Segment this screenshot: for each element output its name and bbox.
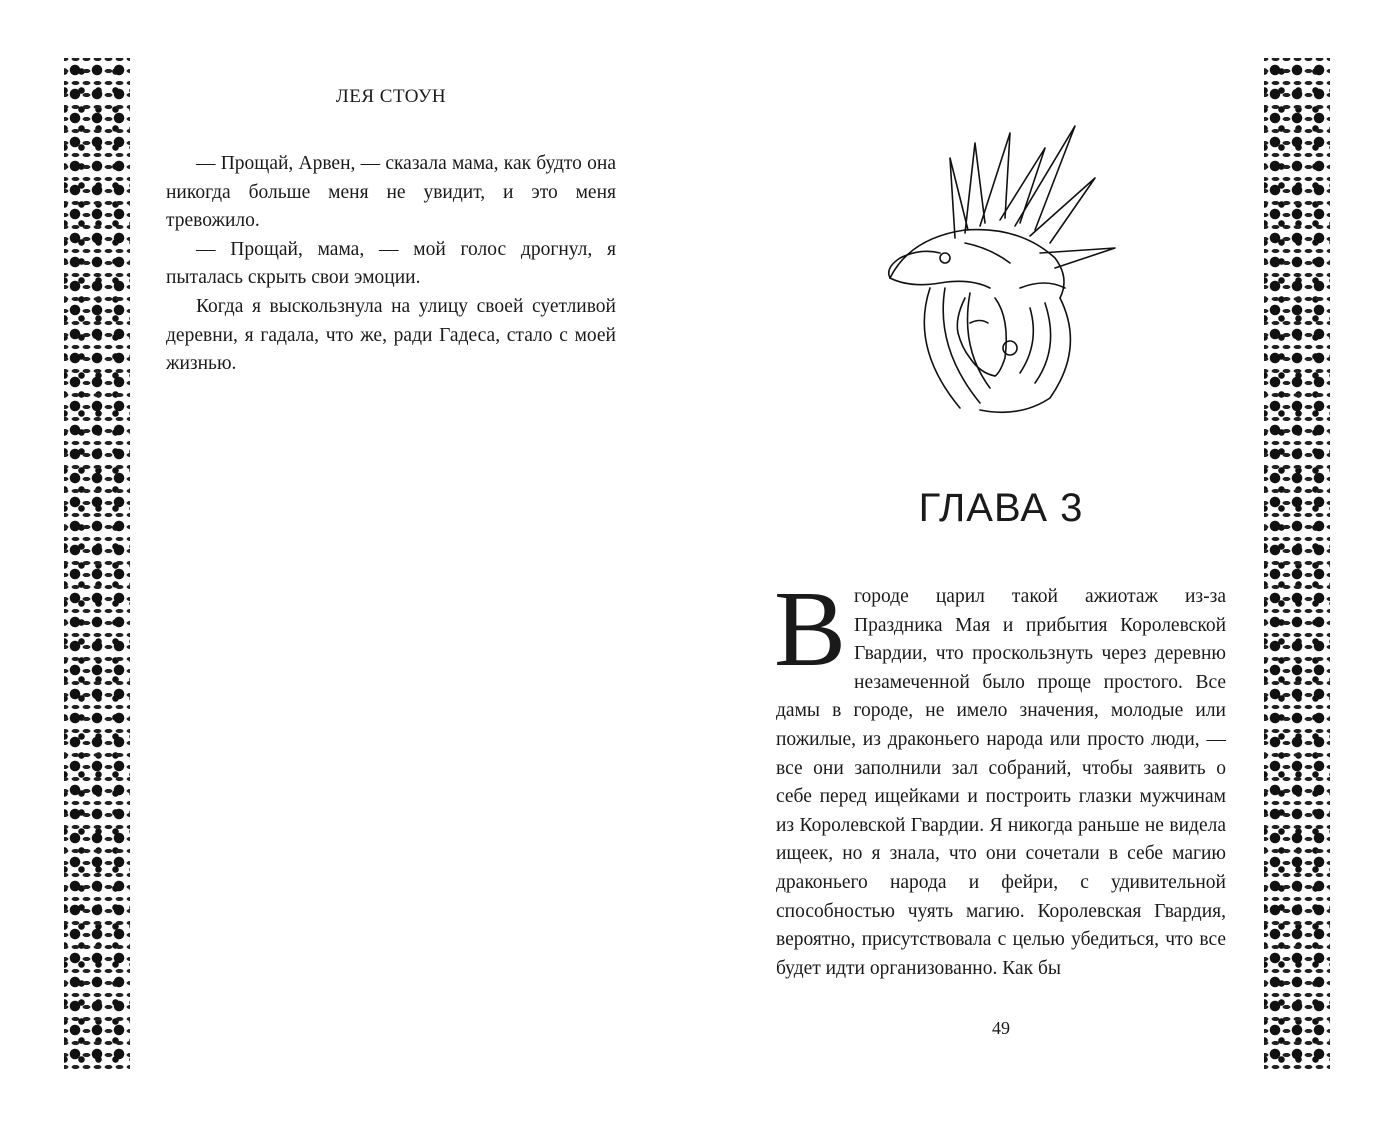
paragraph: Когда я выскользнула на улицу своей суетливой деревни, я гадала, что же, ради Гадеса, стало с моей жизнью. (166, 295, 616, 375)
drop-cap: В (774, 570, 847, 689)
chapter-title: ГЛАВА 3 (918, 486, 1084, 530)
paragraph: — Прощай, Арвен, — сказала мама, как будто она никогда больше меня не увидит, и это меня тревожило. (166, 153, 616, 232)
left-page-text (166, 150, 616, 379)
dragon-woman-illustration (870, 118, 1130, 418)
page-number: 49 (992, 1018, 1010, 1038)
right-floral-border (1264, 58, 1330, 1070)
right-page-text (774, 570, 1226, 983)
left-floral-border (64, 58, 130, 1070)
chapter-body: городе царил такой ажиотаж из-за Праздника Мая и прибытия Королевской Гвардии, что проскользнуть через деревню незамеченной было проще простого. Все дамы в городе, не имело значения, молодые или пожилые, из драконьего народа или просто люди, — все они заполнили зал собраний, чтобы заявить о себе перед ищейками и построить глазки мужчинам из Королевской Гвардии. Я никогда раньше не видела ищеек, но я знала, что они сочетали в себе магию драконьего народа и фейри, с удивительной способностью чуять магию. Королевская Гвардия, вероятно, присутствовала с целью убедиться, что все будет идти организованно. Как бы (776, 586, 1226, 979)
paragraph: — Прощай, мама, — мой голос дрогнул, я пыталась скрыть свои эмоции. (166, 238, 616, 289)
running-head: ЛЕЯ СТОУН (335, 86, 447, 107)
